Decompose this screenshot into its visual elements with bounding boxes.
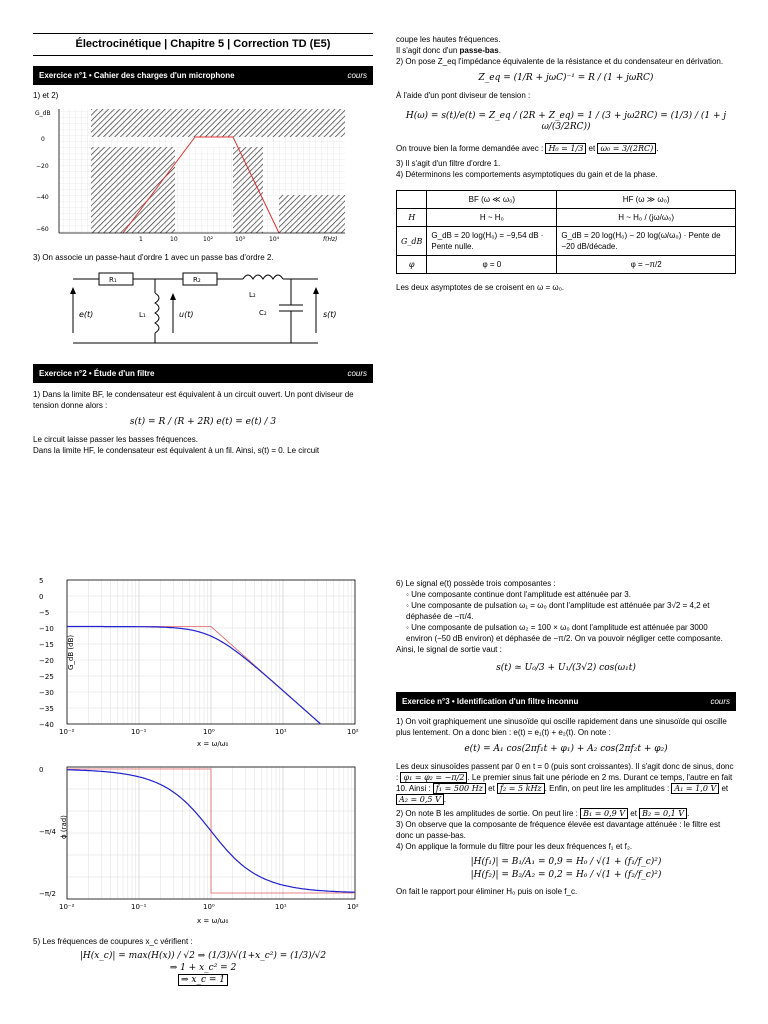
label-r2: R₂: [193, 276, 201, 284]
exercise-1-title: Exercice n°1 • Cahier des charges d'un microphone: [39, 71, 235, 80]
x-tick-label: 10²: [347, 903, 359, 911]
template-xtick: 10⁴: [269, 236, 280, 243]
ex2-paragraph: 2) On pose Z_eq l'impédance équivalente de la résistance et du condensateur en dérivation.: [396, 57, 724, 66]
gain-asymptote: [67, 627, 321, 724]
ex2-equation: |H(x_c)| = max(H(x)) / √2 ⇒ (1/3)/√(1+x_c²) = (1/3)/√2: [79, 951, 327, 961]
gain-xlabel: x = ω/ω₀: [197, 740, 229, 748]
ex2-equation: Z_eq = (1/R + jωC)⁻¹ = R / (1 + jωRC): [478, 73, 654, 83]
x-tick-label: 10⁻²: [59, 903, 75, 911]
ex3-equation: |H(f₁)| = B₁/A₁ = 0,9 = H₀ / √(1 + (f₁/f_c)²): [470, 857, 662, 867]
page-title: Électrocinétique | Chapitre 5 | Correction TD (E5): [33, 33, 373, 56]
x-tick-label: 10⁰: [203, 728, 215, 736]
y-tick-label: −π/2: [39, 890, 56, 898]
ex2-paragraph: 4) Déterminons les comportements asymptotiques du gain et de la phase.: [396, 170, 658, 179]
result-box-f1: f₁ = 500 Hz: [433, 783, 486, 794]
circuit-diagram: [33, 267, 373, 353]
left-column: [33, 33, 373, 456]
right-column-top: [396, 34, 736, 293]
ex2-equation: ⇒ 1 + x_c² = 2: [169, 963, 237, 973]
list-item: ◦ Une composante de pulsation ω₂ = 100 × ω₀ dont l'amplitude est atténuée par 3000 environ (−50 dB environ) et déphasée de −π/2. On va pouvoir négliger cette composante.: [406, 622, 736, 644]
upper-forbidden-zone: [91, 109, 345, 137]
template-xtick: 10: [170, 236, 178, 243]
table-row: H H ~ H₀ H ~ H₀ / (jω/ω₀): [397, 209, 736, 227]
y-tick-label: 0: [39, 593, 44, 601]
ex2-paragraph: Le circuit laisse passer les basses fréquences.: [33, 435, 198, 444]
q12-label: 1) et 2): [33, 91, 59, 100]
ex2-paragraph: Ainsi, le signal de sortie vaut :: [396, 645, 502, 654]
right-column-bottom: [396, 578, 736, 897]
result-box-h0: H₀ = 1/3: [545, 143, 586, 154]
pass-band-zone: [175, 137, 233, 147]
q3-text: 3) On associe un passe-haut d'ordre 1 avec un passe bas d'ordre 2.: [33, 253, 274, 262]
template-xtick: 1: [139, 236, 143, 243]
result-box-b1: B₁ = 0,9 V: [580, 808, 628, 819]
ex2-equation: ⇒ x_c = 1: [33, 975, 373, 986]
x-tick-label: 10⁻²: [59, 728, 75, 736]
asymptotic-table: [396, 190, 736, 274]
result-box-a2: A₂ = 0,5 V: [396, 794, 444, 805]
template-ylabel: G_dB: [35, 110, 51, 117]
ex3-equation: e(t) = A₁ cos(2πf₁t + φ₁) + A₂ cos(2πf₂t + φ₂): [464, 744, 668, 754]
list-item: ◦ Une composante de pulsation ω₁ = ω₀ dont l'amplitude est atténuée par 3√2 = 4,2 et déphasée de −π/4.: [406, 600, 736, 622]
x-tick-label: 10⁻¹: [131, 728, 147, 736]
template-ytick: −40: [36, 194, 49, 201]
gain-curve: [67, 627, 320, 724]
ex3-equation: |H(f₂)| = B₂/A₂ = 0,2 = H₀ / √(1 + (f₂/f_c)²): [470, 870, 662, 880]
table-row: G_dB G_dB = 20 log(H₀) = −9,54 dB · Pente nulle. G_dB = 20 log(H₀) − 20 log(ω/ω₀) · Pente de −20 dB/décade.: [397, 227, 736, 256]
template-xtick: 10²: [203, 236, 214, 243]
cours-tag: cours: [347, 71, 367, 80]
y-tick-label: −35: [39, 705, 54, 713]
ex3-paragraph: 4) On applique la formule du filtre pour les deux fréquences f₁ et f₂.: [396, 842, 633, 851]
table-row: φ φ = 0 φ = −π/2: [397, 256, 736, 274]
y-tick-label: −30: [39, 689, 54, 697]
exercise-2-heading: [33, 364, 373, 383]
ex3-paragraph: 1) On voit graphiquement une sinusoïde qui oscille rapidement dans une sinusoïde qui oscille plus lentement. On a donc bien : e(t) = e₁(t) + e₂(t). On note :: [396, 717, 727, 737]
ex2-paragraph: 1) Dans la limite BF, le condensateur est équivalent à un circuit ouvert. Un pont diviseur de tension donne alors :: [33, 390, 354, 410]
result-box-a1: A₁ = 1,0 V: [671, 783, 719, 794]
passe-bas-term: passe-bas: [459, 46, 499, 55]
high-freq-forbidden-zone: [279, 195, 345, 233]
ex2-paragraph: Dans la limite HF, le condensateur est équivalent à un fil. Ainsi, s(t) = 0. Le circuit: [33, 446, 320, 455]
exercise-3-heading: [396, 692, 736, 711]
y-tick-label: 0: [39, 766, 44, 774]
cours-tag: cours: [347, 369, 367, 378]
x-tick-label: 10²: [347, 728, 359, 736]
ex2-paragraph: On trouve bien la forme demandée avec : H₀ = 1/3 et ω₀ = 3/(2RC) .: [396, 144, 659, 153]
result-box-b2: B₂ = 0,1 V: [639, 808, 687, 819]
label-r1: R₁: [109, 276, 117, 284]
result-box-omega0: ω₀ = 3/(2RC): [597, 143, 656, 154]
x-tick-label: 10⁻¹: [131, 903, 147, 911]
y-tick-label: −5: [39, 609, 50, 617]
ex3-paragraph: 2) On note B les amplitudes de sortie. On peut lire : B₁ = 0,9 V et B₂ = 0,1 V .: [396, 809, 690, 818]
y-tick-label: −25: [39, 673, 54, 681]
ex2-paragraph: 3) Il s'agit d'un filtre d'ordre 1.: [396, 159, 501, 168]
template-xtick: 10³: [235, 236, 246, 243]
label-l2: L₂: [249, 291, 256, 299]
list-item: ◦ Une composante continue dont l'amplitude est atténuée par 3.: [406, 589, 736, 600]
ex3-paragraph: Les deux sinusoïdes passent par 0 en t = 0 (puis sont croissantes). Il s'agit donc de sinus, donc : φ₁ = φ₂ = −π/2 . Le premier sinus fait une période en 2 ms. Durant ce temps, l'autre en fait 10. Ainsi : f₁ = 500 Hz et f₂ = 5 kHz . Enfin, on peut lire les amplitudes : A₁ = 1,0 V et A₂ = 0,5 V .: [396, 762, 734, 804]
ex3-paragraph: 3) On observe que la composante de fréquence élevée est davantage atténuée : le filtre est donc un passe-bas.: [396, 820, 721, 840]
ex2-paragraph: coupe les hautes fréquences.: [396, 35, 501, 44]
y-tick-label: −40: [39, 721, 54, 729]
ex3-paragraph: On fait le rapport pour éliminer H₀ puis on isole f_c.: [396, 887, 578, 896]
inductor-l1: [155, 293, 159, 333]
template-ytick: −60: [36, 226, 49, 233]
label-l1: L₁: [139, 311, 146, 319]
gain-template-diagram: [33, 105, 373, 243]
template-xlabel: f(Hz): [323, 236, 338, 243]
ex2-paragraph: 5) Les fréquences de coupures x_c vérifient :: [33, 937, 193, 946]
bode-plots: [33, 574, 373, 987]
label-c2: C₂: [259, 309, 267, 317]
result-box-phi: φ₁ = φ₂ = −π/2: [400, 772, 467, 783]
template-ytick: −20: [36, 163, 49, 170]
gain-ylabel: G_dB (dB): [67, 634, 75, 670]
inductor-l2: [243, 275, 283, 279]
ex2-paragraph: Il s'agit donc d'un passe-bas.: [396, 46, 501, 55]
label-u: u(t): [179, 310, 194, 319]
x-tick-label: 10¹: [275, 728, 287, 736]
y-tick-label: −π/4: [39, 828, 56, 836]
cours-tag: cours: [710, 697, 730, 706]
ex2-equation: s(t) ≃ U₀/3 + U₁/(3√2) cos(ω₁t): [496, 663, 636, 673]
label-s: s(t): [323, 310, 337, 319]
exercise-1-heading: [33, 66, 373, 85]
bode-gain-plot: [33, 574, 373, 752]
result-box-f2: f₂ = 5 kHz: [497, 783, 545, 794]
y-tick-label: −15: [39, 641, 54, 649]
x-tick-label: 10¹: [275, 903, 287, 911]
ex2-equation: s(t) = R / (R + 2R) e(t) = e(t) / 3: [129, 417, 277, 427]
ex2-paragraph: Les deux asymptotes de se croisent en ω = ω₀.: [396, 283, 565, 292]
template-ytick: 0: [41, 136, 45, 143]
ex2-equation: H(ω) = s(t)/e(t) = Z_eq / (2R + Z_eq) = 1 / (3 + jω2RC) = (1/3) / (1 + j ω/(3/2RC)): [405, 111, 727, 132]
y-tick-label: −10: [39, 625, 54, 633]
y-tick-label: 5: [39, 577, 44, 585]
bode-phase-plot: [33, 761, 373, 929]
x-tick-label: 10⁰: [203, 903, 215, 911]
ex2-paragraph: 6) Le signal e(t) possède trois composantes :: [396, 579, 556, 588]
label-e: e(t): [79, 310, 94, 319]
component-list: [396, 589, 736, 644]
table-header-row: BF (ω ≪ ω₀) HF (ω ≫ ω₀): [397, 191, 736, 209]
phase-ylabel: ϕ (rad): [60, 815, 68, 839]
exercise-2-title: Exercice n°2 • Étude d'un filtre: [39, 369, 155, 378]
ex2-paragraph: À l'aide d'un pont diviseur de tension :: [396, 91, 531, 100]
phase-xlabel: x = ω/ω₀: [197, 917, 229, 925]
exercise-3-title: Exercice n°3 • Identification d'un filtre inconnu: [402, 697, 579, 706]
y-tick-label: −20: [39, 657, 54, 665]
